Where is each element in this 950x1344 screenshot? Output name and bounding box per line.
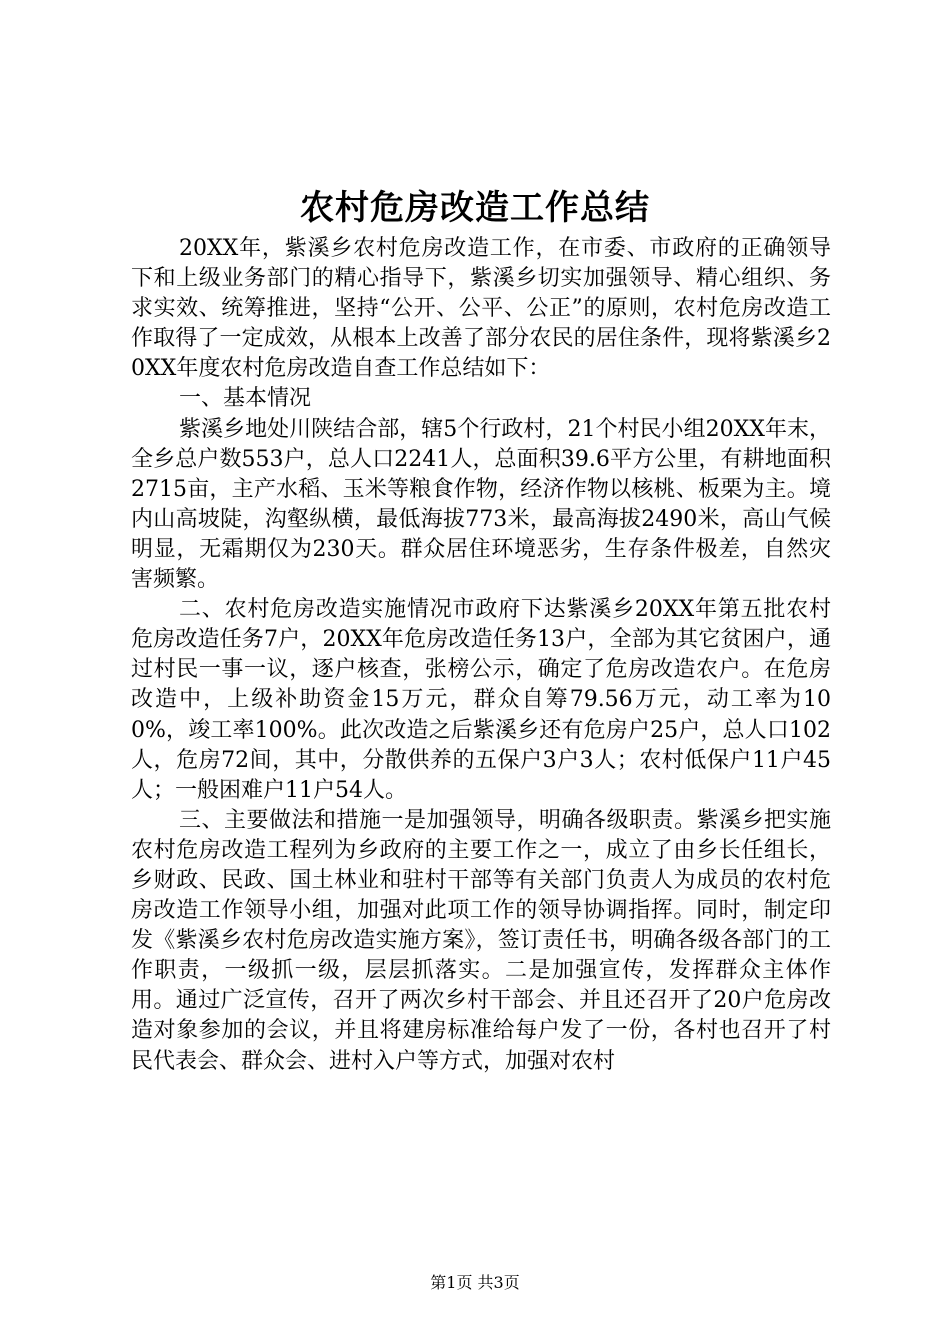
paragraph-intro: 20XX年，紫溪乡农村危房改造工作，在市委、市政府的正确领导下和上级业务部门的精心指导下，紫溪乡切实加强领导、精心组织、务求实效、统筹推进，坚持“公开、公平、公正”的原则，农村危房改造工作取得了一定成效，从根本上改善了部分农民的居住条件，现将紫溪乡20XX年度农村危房改造自查工作总结如下： bbox=[131, 236, 831, 382]
section-heading-basic-situation: 一、基本情况 bbox=[179, 386, 312, 412]
paragraph-measures: 三、主要做法和措施一是加强领导，明确各级职责。紫溪乡把实施农村危房改造工程列为乡政府的主要工作之一，成立了由乡长任组长，乡财政、民政、国土林业和驻村干部等有关部门负责人为成员的农村危房改造工作领导小组，加强对此项工作的领导协调指挥。同时，制定印发《紫溪乡农村危房改造实施方案》，签订责任书，明确各级各部门的工作职责，一级抓一级，层层抓落实。二是加强宣传，发挥群众主体作用。通过广泛宣传，召开了两次乡村干部会、并且还召开了20户危房改造对象参加的会议，并且将建房标准给每户发了一份，各村也召开了村民代表会、群众会、进村入户等方式，加强对农村 bbox=[131, 807, 831, 1074]
paragraph-implementation: 二、农村危房改造实施情况市政府下达紫溪乡20XX年第五批农村危房改造任务7户，20XX年危房改造任务13户，全部为其它贫困户，通过村民一事一议，逐户核查，张榜公示，确定了危房改造农户。在危房改造中，上级补助资金15万元，群众自筹79.56万元，动工率为100%，竣工率100%。此次改造之后紫溪乡还有危房户25户，总人口102人，危房72间，其中，分散供养的五保户3户3人；农村低保户11户45人；一般困难户11户54人。 bbox=[131, 597, 831, 803]
document-body bbox=[131, 234, 831, 1077]
page-title: 农村危房改造工作总结 bbox=[300, 188, 650, 228]
page-number-footer: 第1页 共3页 bbox=[430, 1273, 520, 1292]
paragraph-basic-situation: 紫溪乡地处川陕结合部，辖5个行政村，21个村民小组20XX年末，全乡总户数553户，总人口2241人，总面积39.6平方公里，有耕地面积2715亩，主产水稻、玉米等粮食作物，经济作物以核桃、板栗为主。境内山高坡陡，沟壑纵横，最低海拔773米，最高海拔2490米，高山气候明显，无霜期仅为230天。群众居住环境恶劣，生存条件极差，自然灾害频繁。 bbox=[131, 416, 831, 593]
